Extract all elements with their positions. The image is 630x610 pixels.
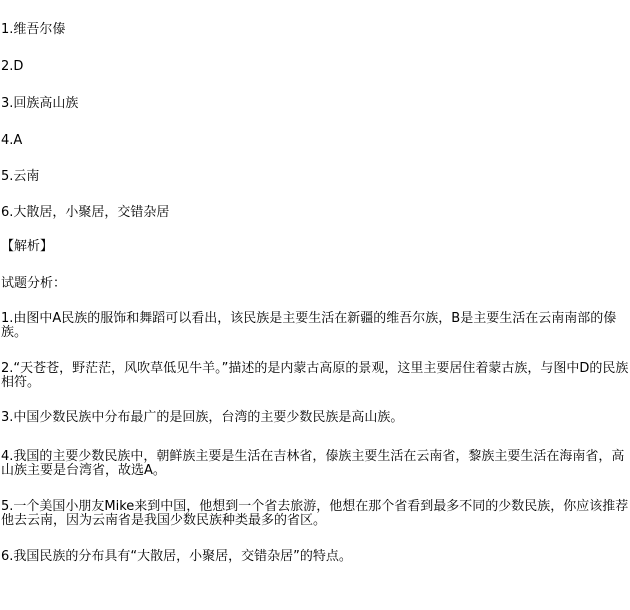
answer-1: 1.维吾尔傣 xyxy=(1,22,66,37)
analysis-point-5: 5.一个美国小朋友Mike来到中国，他想到一个省去旅游，他想在那个省看到最多不同的少数民族，你应该推荐他去云南，因为云南省是我国少数民族种类最多的省区。 xyxy=(1,499,629,528)
answer-3: 3.回族高山族 xyxy=(1,96,79,111)
analysis-point-4: 4.我国的主要少数民族中，朝鲜族主要是生活在吉林省，傣族主要生活在云南省，黎族主要生活在海南省，高山族主要是台湾省，故选A。 xyxy=(1,449,625,478)
analysis-heading: 【解析】 xyxy=(1,239,54,254)
analysis-intro: 试题分析： xyxy=(1,276,67,291)
analysis-point-1: 1.由图中A民族的服饰和舞蹈可以看出，该民族是主要生活在新疆的维吾尔族，B是主要生活在云南南部的傣族。 xyxy=(1,311,617,340)
analysis-point-3: 3.中国少数民族中分布最广的是回族，台湾的主要少数民族是高山族。 xyxy=(1,410,404,425)
answer-5: 5.云南 xyxy=(1,169,40,184)
answer-2: 2.D xyxy=(1,59,24,74)
answer-4: 4.A xyxy=(1,133,23,148)
analysis-point-2: 2.“天苍苍，野茫茫，风吹草低见牛羊。”描述的是内蒙古高原的景观，这里主要居住着蒙古族，与图中D的民族相符。 xyxy=(1,361,629,390)
analysis-point-6: 6.我国民族的分布具有“大散居，小聚居，交错杂居”的特点。 xyxy=(1,549,352,564)
answer-6: 6.大散居，小聚居，交错杂居 xyxy=(1,205,170,220)
